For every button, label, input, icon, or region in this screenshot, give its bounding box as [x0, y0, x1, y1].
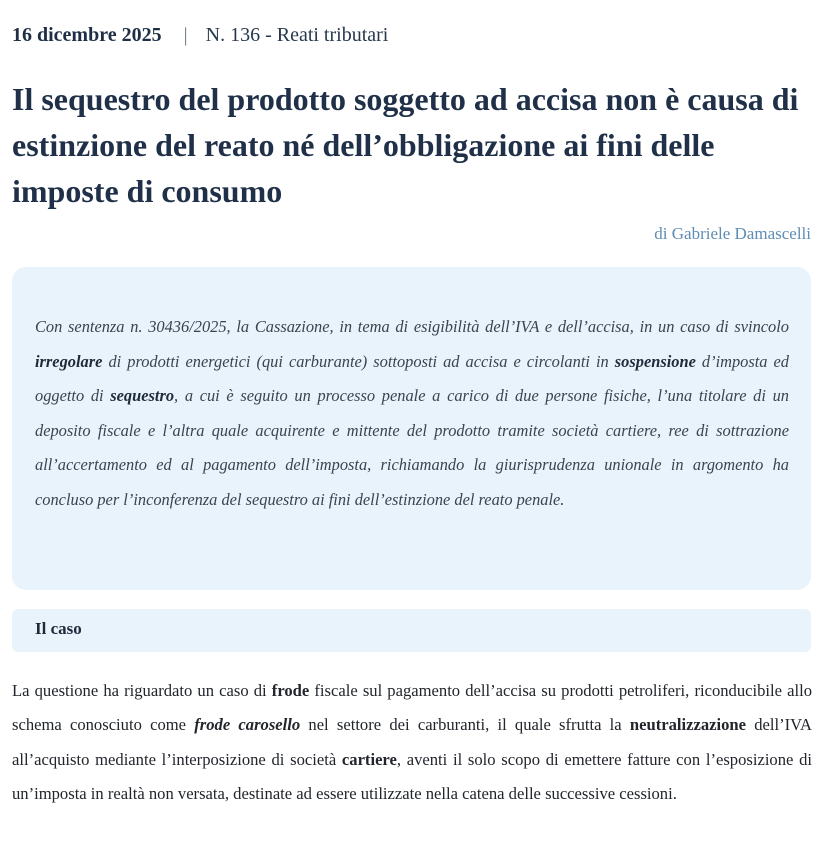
abstract-text — [35, 310, 789, 517]
body-segment: dell’IVA all’acquisto mediante l’interposizione di società — [12, 715, 812, 769]
body-emphasis-italic: frode carosello — [194, 715, 301, 735]
body-segment: nel settore dei carburanti, il quale sfrutta la — [300, 715, 630, 735]
author-byline: di Gabriele Damascelli — [654, 224, 811, 243]
article-title: Il sequestro del prodotto soggetto ad accisa non è causa di estinzione del reato né dell’obbligazione ai fini delle imposte di consumo — [12, 81, 799, 209]
abstract-segment: d’imposta ed oggetto di — [35, 351, 790, 405]
section-heading-bar — [12, 609, 811, 652]
abstract-segment: , a cui è seguito un processo penale a carico di due persone fisiche, l’una titolare di un deposito fiscale e l’altra quale acquirente e mittente del prodotto tramite società cartiere, ree di sottrazione all’accertamento ed al pagamento dell’imposta, richiamando la giurisprudenza unionale in argomento ha concluso per l’inconferenza del sequestro ai fini dell’estinzione del reato penale. — [35, 386, 789, 509]
issue-label: N. 136 - Reati tributari — [205, 24, 389, 46]
section-heading: Il caso — [35, 619, 82, 638]
abstract-emphasis: sequestro — [110, 386, 175, 405]
body-segment: fiscale sul pagamento dell’accisa su prodotti petroliferi, riconducibile allo schema conosciuto come — [12, 681, 812, 735]
body-segment: , aventi il solo scopo di emettere fatture con l’esposizione di un’imposta in realtà non versata, destinate ad essere utilizzate nella catena delle successive cessioni. — [12, 749, 813, 803]
body-paragraph — [12, 674, 812, 811]
body-emphasis: cartiere — [341, 749, 397, 769]
abstract-segment: di prodotti energetici (qui carburante) sottoposti ad accisa e circolanti in — [102, 351, 615, 371]
publication-date: 16 dicembre 2025 — [12, 24, 162, 46]
body-emphasis: neutralizzazione — [629, 715, 746, 735]
abstract-emphasis: sospensione — [614, 351, 696, 371]
body-segment: La questione ha riguardato un caso di — [12, 681, 272, 700]
abstract-emphasis: irregolare — [35, 351, 103, 371]
article-meta — [12, 22, 388, 48]
meta-separator: | — [183, 24, 188, 46]
abstract-box — [12, 267, 811, 590]
abstract-segment: Con sentenza n. 30436/2025, la Cassazione, in tema di esigibilità dell’IVA e dell’accisa, in un caso di svincolo — [35, 317, 789, 336]
body-emphasis: frode — [271, 681, 310, 700]
